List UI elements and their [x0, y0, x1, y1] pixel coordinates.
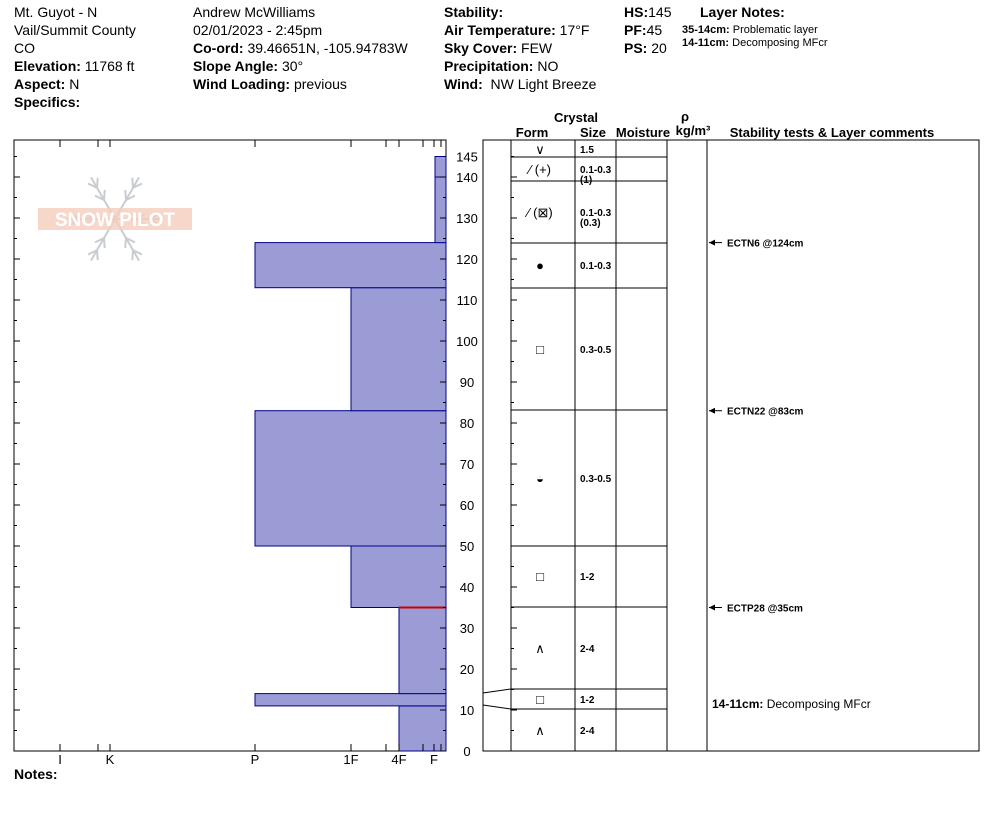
stability-arrow-head [709, 605, 715, 611]
crystal-size-label: 0.3-0.5 [580, 345, 612, 356]
observer: Andrew McWilliams [193, 4, 316, 20]
depth-label: 145 [456, 149, 478, 165]
crystal-size-label: 2-4 [580, 644, 595, 655]
depth-label: 40 [459, 580, 475, 595]
hardness-bar [255, 694, 446, 706]
elevation: Elevation: 11768 ft [14, 58, 135, 74]
stability-test-label: ECTP28 @35cm [727, 603, 803, 615]
size-header: Size [579, 125, 607, 140]
hardness-label-f: F [430, 752, 438, 767]
logo-snowflake-branch [132, 250, 133, 260]
crystal-size-label: (0.3) [580, 218, 601, 229]
logo-snowflake-branch [125, 238, 126, 248]
depth-label: 10 [459, 703, 475, 718]
rho-header: ρ [680, 109, 690, 124]
hardness-label-p: P [250, 752, 260, 767]
layer-note: 14-11cm: Decomposing MFcr [682, 37, 828, 49]
layer-table-frame [483, 140, 979, 751]
depth-label: 0 [463, 744, 471, 759]
logo-snowflake-branch [97, 250, 98, 260]
stability-test-label: ECTN22 @83cm [727, 406, 804, 418]
depth-label: 20 [459, 662, 475, 677]
pf: PF:45 [624, 22, 663, 38]
coordinates: Co-ord: 39.46651N, -105.94783W [193, 40, 408, 56]
hardness-label-1f: 1F [343, 752, 359, 767]
density-unit-header: kg/m³ [675, 123, 711, 138]
depth-label: 90 [459, 375, 475, 390]
hardness-bar [435, 177, 446, 243]
layer-notes-title: Layer Notes: [700, 4, 785, 20]
depth-label: 70 [459, 457, 475, 472]
hardness-bar [351, 546, 446, 608]
depth-label: 120 [456, 252, 478, 267]
depth-label: 110 [456, 293, 478, 308]
depth-label: 130 [456, 211, 478, 226]
crystal-form-symbol: ⁄ (+) [528, 162, 552, 177]
sky-cover: Sky Cover: FEW [444, 40, 553, 56]
comments-header: Stability tests & Layer comments [729, 125, 935, 140]
hardness-bar [255, 243, 446, 288]
crystal-form-symbol: ∨ [535, 142, 545, 157]
logo-text: SNOW PILOT [54, 210, 176, 231]
notes-label: Notes: [14, 766, 58, 782]
crystal-size-label: 1-2 [580, 572, 595, 583]
ps: PS: 20 [624, 40, 667, 56]
crystal-form-symbol: □ [536, 692, 544, 707]
hardness-label-i: I [58, 752, 62, 767]
state: CO [14, 40, 35, 56]
stability: Stability: [444, 4, 504, 20]
crystal-form-symbol: ● [536, 258, 544, 273]
crystal-form-symbol: ∧ [535, 723, 545, 738]
depth-label: 100 [456, 334, 478, 349]
crystal-header: Crystal [553, 110, 599, 125]
crystal-form-symbol: □ [536, 342, 544, 357]
crystal-size-label: 1.5 [580, 145, 594, 156]
hardness-bar [399, 608, 446, 694]
crystal-size-label: 1-2 [580, 695, 595, 706]
aspect: Aspect: N [14, 76, 80, 92]
hs: HS:145 [624, 4, 672, 20]
crystal-size-label: 0.3-0.5 [580, 474, 612, 485]
datetime: 02/01/2023 - 2:45pm [193, 22, 323, 38]
region: Vail/Summit County [14, 22, 136, 38]
crystal-form-symbol: □ [536, 569, 544, 584]
depth-label: 30 [459, 621, 475, 636]
depth-label: 50 [459, 539, 475, 554]
logo-snowflake-branch [132, 178, 133, 188]
hardness-bar [351, 288, 446, 411]
depth-label: 80 [459, 416, 475, 431]
layer-comment [712, 697, 871, 711]
logo-snowflake-branch [104, 190, 105, 200]
layer-comment-text: Decomposing MFcr [763, 697, 871, 711]
slope-angle: Slope Angle: 30° [193, 58, 304, 74]
crystal-size-label: 0.1-0.3 [580, 165, 612, 176]
precipitation: Precipitation: NO [444, 58, 559, 74]
form-header: Form [515, 125, 549, 140]
crystal-form-symbol: ⁄ (⊠) [527, 205, 553, 220]
stability-arrow-head [709, 240, 715, 246]
depth-connector [483, 705, 511, 709]
wind: Wind: NW Light Breeze [444, 76, 597, 92]
hardness-bar [435, 157, 446, 178]
air-temperature: Air Temperature: 17°F [444, 22, 590, 38]
hardness-label-k: K [105, 752, 115, 767]
location: Mt. Guyot - N [14, 4, 98, 20]
layer-note: 35-14cm: Problematic layer [682, 24, 818, 36]
depth-label: 140 [456, 170, 478, 185]
depth-label: 60 [459, 498, 475, 513]
crystal-size-label: 0.1-0.3 [580, 208, 612, 219]
layer-comment-range: 14-11cm: [712, 697, 764, 711]
crystal-form-symbol: ◒ [536, 471, 544, 486]
logo-snowflake-branch [104, 238, 105, 248]
crystal-size-label: 0.1-0.3 [580, 261, 612, 272]
wind-loading: Wind Loading: previous [193, 76, 347, 92]
logo-snowflake-branch [97, 178, 98, 188]
specifics: Specifics: [14, 94, 81, 110]
stability-test-label: ECTN6 @124cm [727, 238, 804, 250]
logo-snowflake-branch [125, 190, 126, 200]
hardness-label-4f: 4F [391, 752, 407, 767]
crystal-size-label: 2-4 [580, 726, 595, 737]
moisture-header: Moisture [615, 125, 671, 140]
hardness-bar [255, 411, 446, 546]
crystal-size-label: (1) [580, 175, 593, 186]
crystal-form-symbol: ∧ [535, 641, 545, 656]
stability-arrow-head [709, 408, 715, 414]
depth-connector [483, 689, 511, 693]
